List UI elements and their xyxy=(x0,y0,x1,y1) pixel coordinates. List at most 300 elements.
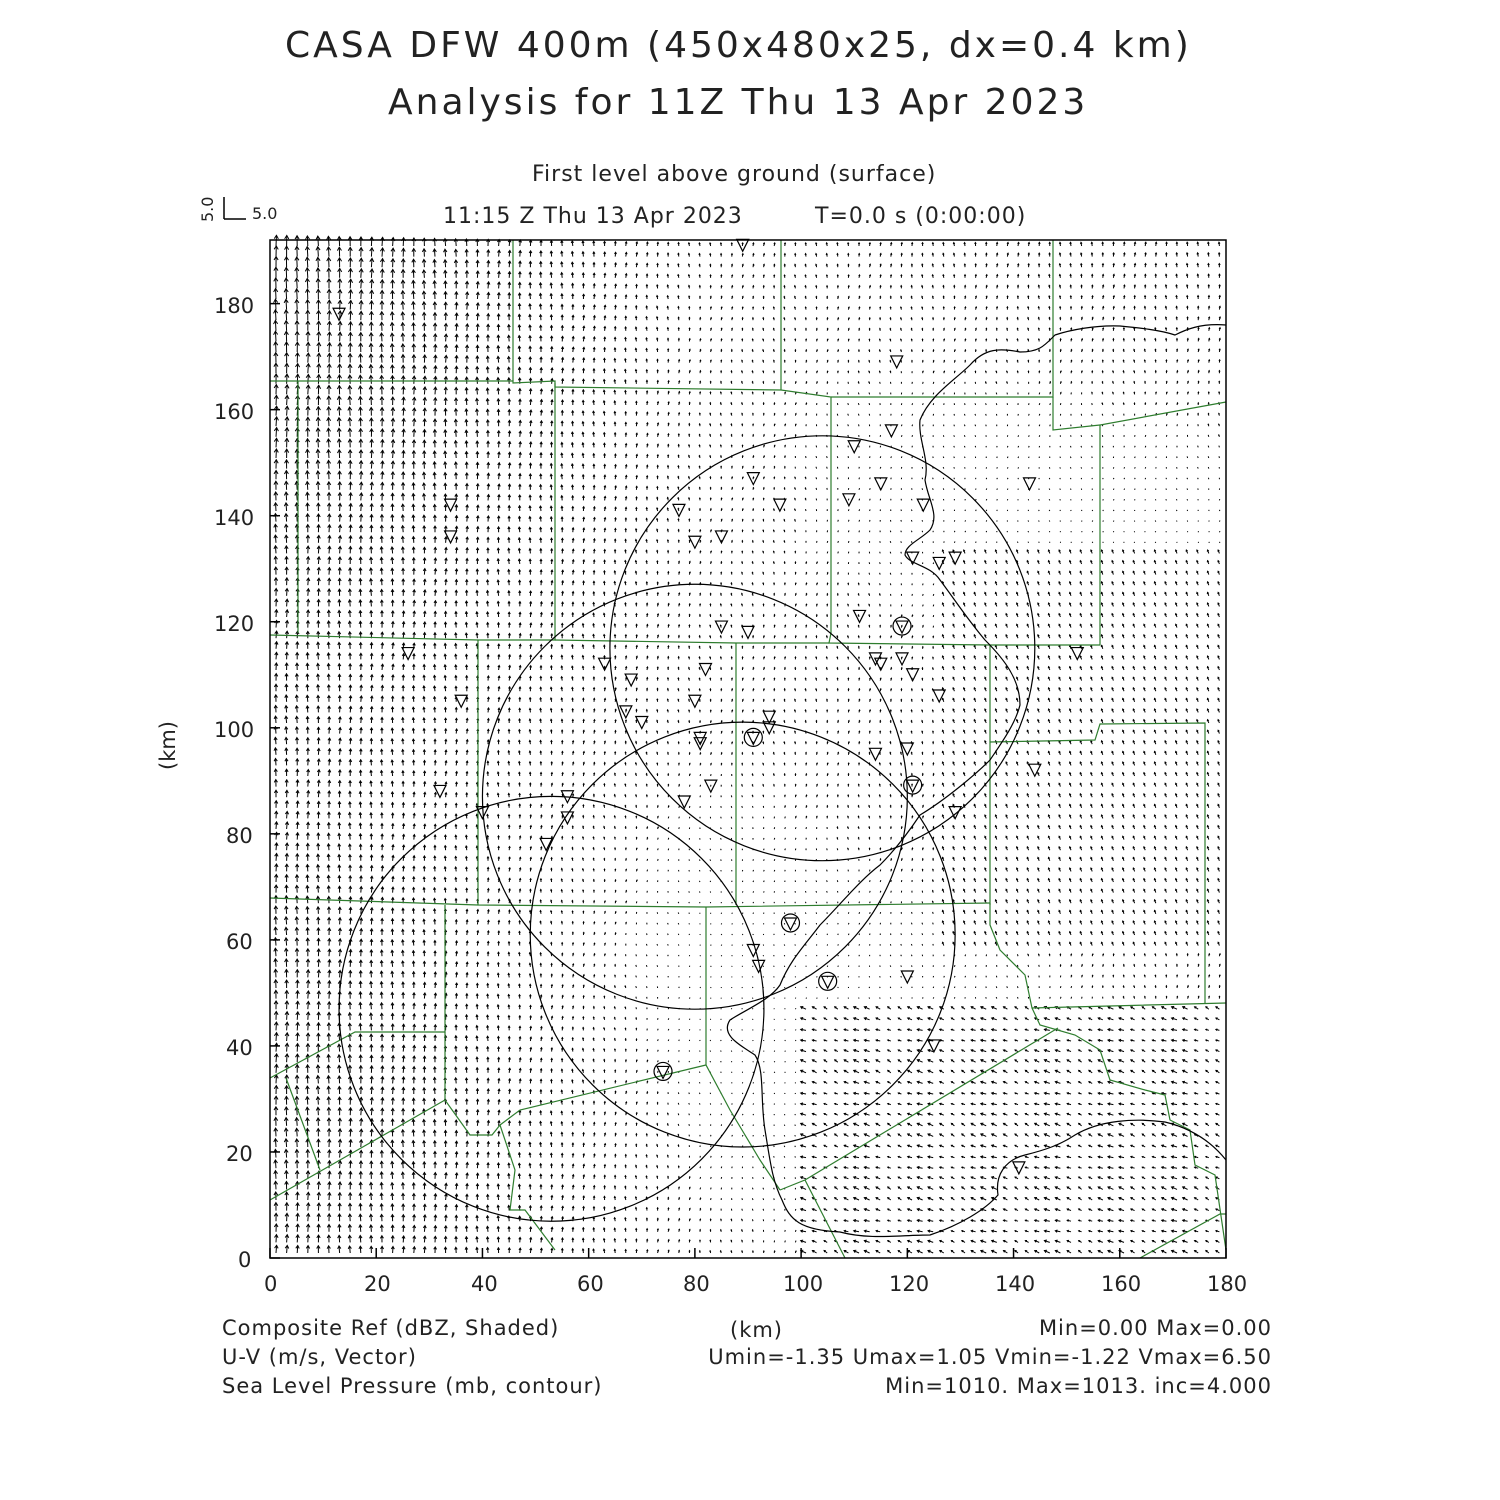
wind-vector xyxy=(752,998,753,999)
wind-vector-head xyxy=(1102,975,1103,976)
wind-vector-head xyxy=(614,1017,615,1018)
wind-vector-head xyxy=(647,1092,648,1093)
x-tick-label: 100 xyxy=(783,1272,823,1296)
wind-vector xyxy=(711,1188,712,1190)
wind-vector xyxy=(700,998,701,999)
wind-vector xyxy=(795,1125,796,1126)
wind-vector xyxy=(827,966,828,967)
wind-vector-head xyxy=(679,1219,680,1220)
wind-vector-head xyxy=(625,965,626,966)
wind-vector-head xyxy=(1155,975,1156,976)
wind-vector xyxy=(679,1018,680,1019)
wind-vector-head xyxy=(1102,986,1103,987)
wind-vector-head xyxy=(1219,975,1220,976)
wind-vector xyxy=(678,1113,679,1115)
wind-vector xyxy=(901,965,902,966)
wind-vector-head xyxy=(1082,975,1083,976)
wind-vector xyxy=(1028,965,1029,967)
wind-vector-head xyxy=(625,1049,626,1050)
wind-vector xyxy=(699,1082,700,1083)
wind-vector-head xyxy=(636,1018,637,1019)
wind-vector-head xyxy=(657,1218,658,1219)
wind-vector-head xyxy=(678,1250,679,1251)
wind-vector xyxy=(699,1072,700,1073)
x-tick-label: 60 xyxy=(577,1272,604,1296)
wind-vector xyxy=(764,1093,765,1094)
wind-vector-head xyxy=(1144,986,1145,987)
wind-vector xyxy=(817,998,818,999)
wind-vector xyxy=(774,976,775,977)
wind-vector xyxy=(752,1188,753,1190)
wind-vector-head xyxy=(731,1219,732,1220)
wind-vector-head xyxy=(647,1081,648,1082)
level-label: First level above ground (surface) xyxy=(532,162,936,187)
wind-vector-head xyxy=(667,1145,668,1146)
wind-vector xyxy=(785,1240,786,1242)
wind-vector-head xyxy=(1219,986,1220,987)
wind-vector xyxy=(700,987,701,988)
wind-vector xyxy=(742,1135,743,1136)
wind-vector-head xyxy=(625,1060,626,1061)
wind-vector-head xyxy=(1166,996,1167,997)
wind-vector xyxy=(996,997,997,999)
wind-vector xyxy=(774,1167,775,1168)
wind-vector xyxy=(700,1177,701,1179)
x-tick-label: 40 xyxy=(471,1272,498,1296)
wind-vector xyxy=(668,1039,669,1041)
wind-vector-head xyxy=(636,1113,637,1114)
wind-vector-head xyxy=(689,1177,690,1178)
wind-vector-head xyxy=(636,1071,637,1072)
wind-vector xyxy=(721,1040,722,1041)
wind-vector-head xyxy=(678,1145,679,1146)
wind-vector xyxy=(996,986,997,988)
wind-vector xyxy=(689,987,690,988)
wind-vector xyxy=(711,966,712,967)
wind-vector-head xyxy=(742,1230,743,1231)
y-tick-label: 40 xyxy=(226,1036,253,1060)
wind-vector-head xyxy=(1134,986,1135,987)
y-tick-label: 60 xyxy=(226,930,253,954)
x-tick-label: 180 xyxy=(1207,1272,1247,1296)
wind-vector-head xyxy=(710,1230,711,1231)
wind-vector xyxy=(944,976,945,977)
wind-vector-head xyxy=(700,1230,701,1231)
wind-vector-head xyxy=(1177,996,1178,997)
wind-vector-head xyxy=(742,1251,743,1252)
wind-vector-head xyxy=(636,1092,637,1093)
wind-vector-head xyxy=(689,1251,690,1252)
wind-vector-head xyxy=(604,964,605,965)
wind-vector xyxy=(679,997,680,998)
wind-vector xyxy=(880,987,881,988)
wind-vector xyxy=(742,1124,743,1125)
wind-vector xyxy=(731,1040,732,1041)
wind-vector xyxy=(721,1029,722,1030)
wind-vector xyxy=(636,986,637,988)
wind-vector-head xyxy=(731,1230,732,1231)
wind-vector xyxy=(784,1156,785,1157)
wind-vector xyxy=(774,1188,775,1190)
wind-vector xyxy=(742,1029,743,1030)
wind-vector-head xyxy=(1219,996,1220,997)
wind-vector xyxy=(700,1166,701,1168)
wind-vector-head xyxy=(604,1070,605,1071)
wind-vector-head xyxy=(1071,975,1072,976)
x-tick-label: 120 xyxy=(889,1272,929,1296)
wind-vector-head xyxy=(1123,986,1124,987)
wind-vector-head xyxy=(668,1208,669,1209)
wind-vector-head xyxy=(720,1240,721,1241)
wind-vector xyxy=(742,1103,743,1104)
wind-vector-head xyxy=(1198,975,1199,976)
wind-vector-head xyxy=(710,1209,711,1210)
wind-vector xyxy=(658,1050,659,1052)
wind-vector-head xyxy=(763,1251,764,1252)
wind-vector xyxy=(710,1082,711,1083)
wind-vector-head xyxy=(594,985,595,986)
wind-vector xyxy=(711,1156,712,1158)
wind-vector xyxy=(965,976,966,978)
wind-vector-head xyxy=(679,1229,680,1230)
wind-vector xyxy=(742,1209,743,1211)
wind-vector xyxy=(784,1135,785,1136)
wind-vector xyxy=(774,1061,775,1062)
wind-vector-head xyxy=(731,1251,732,1252)
wind-vector xyxy=(763,1177,764,1179)
wind-vector xyxy=(678,1103,679,1105)
wind-vector-head xyxy=(636,1123,637,1124)
wind-vector-head xyxy=(625,975,626,976)
wind-vector-head xyxy=(657,1134,658,1135)
wind-vector-head xyxy=(636,1049,637,1050)
wind-vector-head xyxy=(689,1208,690,1209)
wind-vector-head xyxy=(1155,986,1156,987)
wind-vector xyxy=(763,1198,764,1200)
wind-vector xyxy=(753,1093,754,1094)
wind-vector-head xyxy=(604,1007,605,1008)
wind-vector xyxy=(795,1146,796,1147)
x-tick-label: 0 xyxy=(264,1272,277,1296)
wind-vector xyxy=(1060,997,1061,999)
wind-vector-head xyxy=(657,1124,658,1125)
wind-vector-head xyxy=(700,1198,701,1199)
wind-vector-head xyxy=(626,1081,627,1082)
wind-vector xyxy=(753,1103,754,1104)
wind-vector xyxy=(944,987,945,988)
wind-vector-head xyxy=(604,1017,605,1018)
wind-vector-head xyxy=(742,1240,743,1241)
wind-vector-head xyxy=(679,1198,680,1199)
wind-vector xyxy=(742,1008,743,1009)
wind-vector xyxy=(890,965,891,966)
wind-vector xyxy=(784,1167,785,1168)
wind-vector xyxy=(869,997,870,998)
wind-vector xyxy=(774,966,775,967)
wind-vector xyxy=(636,965,637,967)
wind-vector-head xyxy=(657,1155,658,1156)
wind-vector xyxy=(658,1039,659,1041)
wind-vector xyxy=(742,1019,743,1020)
wind-vector-head xyxy=(1198,996,1199,997)
y-tick-label: 180 xyxy=(214,294,254,318)
wind-vector xyxy=(689,1114,690,1116)
wind-vector-head xyxy=(678,1134,679,1135)
wind-vector-head xyxy=(1113,975,1114,976)
y-tick-label: 80 xyxy=(226,824,253,848)
wind-vector-head xyxy=(636,1102,637,1103)
wind-vector-head xyxy=(699,1240,700,1241)
wind-vector-head xyxy=(594,964,595,965)
wind-vector xyxy=(774,1156,775,1157)
wind-vector xyxy=(658,1060,659,1062)
wind-vector-head xyxy=(604,1080,605,1081)
wind-vector xyxy=(784,1146,785,1147)
wind-vector xyxy=(731,1029,732,1030)
wind-vector xyxy=(752,1219,753,1221)
wind-vector-head xyxy=(647,1102,648,1103)
wind-vector xyxy=(795,1040,796,1041)
wind-vector-head xyxy=(1113,986,1114,987)
wind-vector-head xyxy=(721,1219,722,1220)
wind-vector-head xyxy=(636,1144,637,1145)
wind-vector xyxy=(933,997,934,998)
wind-vector xyxy=(1017,976,1018,978)
wind-vector-head xyxy=(667,1113,668,1114)
wind-vector xyxy=(721,1061,722,1062)
wind-vector-head xyxy=(679,1208,680,1209)
wind-vector-head xyxy=(667,1134,668,1135)
wind-vector-head xyxy=(625,1028,626,1029)
wind-vector-head xyxy=(1144,997,1145,998)
wind-vector-head xyxy=(679,1240,680,1241)
wind-vector-head xyxy=(636,1060,637,1061)
wind-vector xyxy=(732,1124,733,1125)
wind-vector xyxy=(827,998,828,999)
wind-vector xyxy=(753,1114,754,1115)
wind-vector-head xyxy=(614,1039,615,1040)
wind-vector xyxy=(668,1050,669,1052)
y-tick-label: 160 xyxy=(214,400,254,424)
wind-vector xyxy=(699,1093,700,1094)
wind-vector-head xyxy=(614,1049,615,1050)
wind-vector xyxy=(795,1008,796,1009)
wind-vector-head xyxy=(1123,997,1124,998)
wind-vector-head xyxy=(614,1007,615,1008)
wind-vector-head xyxy=(583,1006,584,1007)
wind-vector-head xyxy=(720,1230,721,1231)
wind-vector xyxy=(1007,997,1008,999)
wind-vector-head xyxy=(689,1240,690,1241)
wind-vector xyxy=(657,965,658,967)
x-tick-label: 140 xyxy=(995,1272,1035,1296)
wind-vector xyxy=(764,1072,765,1073)
y-tick-label: 120 xyxy=(214,612,254,636)
wind-vector xyxy=(795,1019,796,1020)
wind-vector-head xyxy=(667,1155,668,1156)
wind-vector-head xyxy=(699,1251,700,1252)
wind-vector xyxy=(711,1166,712,1168)
wind-vector xyxy=(689,1082,690,1083)
wind-vector-head xyxy=(710,1240,711,1241)
wind-vector xyxy=(752,976,753,977)
wind-vector xyxy=(838,966,839,967)
wind-vector xyxy=(1028,976,1029,978)
wind-vector-head xyxy=(752,1240,753,1241)
wind-vector-head xyxy=(668,1219,669,1220)
valid-time-label: 11:15 Z Thu 13 Apr 2023 xyxy=(443,204,743,229)
wind-vector xyxy=(795,1230,796,1232)
wind-vector xyxy=(774,1051,775,1052)
wind-vector-head xyxy=(647,1050,648,1051)
wind-vector xyxy=(689,998,690,999)
wind-vector-head xyxy=(625,1039,626,1040)
wind-vector xyxy=(646,965,647,967)
wind-vector-head xyxy=(657,1103,658,1104)
wind-vector-head xyxy=(625,1018,626,1019)
wind-vector xyxy=(752,1198,753,1200)
wind-vector xyxy=(785,1040,786,1041)
wind-vector xyxy=(795,1241,796,1243)
wind-vector-head xyxy=(657,1208,658,1209)
wind-vector xyxy=(742,1114,743,1115)
wind-vector xyxy=(679,1029,680,1030)
wind-vector-head xyxy=(678,1187,679,1188)
wind-vector-head xyxy=(678,1166,679,1167)
vector-scale-u: 5.0 xyxy=(252,204,277,223)
wind-vector xyxy=(795,1051,796,1052)
wind-vector-head xyxy=(657,1145,658,1146)
wind-vector-head xyxy=(657,1113,658,1114)
wind-vector xyxy=(668,1029,669,1031)
wind-vector-head xyxy=(615,975,616,976)
y-tick-label: 0 xyxy=(238,1248,251,1272)
wind-vector-head xyxy=(1092,975,1093,976)
wind-vector xyxy=(764,1103,765,1104)
wind-vector-head xyxy=(720,1251,721,1252)
wind-vector xyxy=(1007,976,1008,978)
y-tick-label: 140 xyxy=(214,506,254,530)
wind-vector-head xyxy=(1134,997,1135,998)
wind-vector xyxy=(806,998,807,999)
map-subtitle: Analysis for 11Z Thu 13 Apr 2023 xyxy=(388,82,1088,123)
wind-vector xyxy=(890,987,891,988)
wind-vector-head xyxy=(647,1060,648,1061)
wind-vector xyxy=(795,1114,796,1115)
wind-vector-head xyxy=(731,1240,732,1241)
wind-vector xyxy=(752,1209,753,1211)
y-tick-label: 100 xyxy=(214,718,254,742)
wind-vector-head xyxy=(1060,965,1061,966)
wind-vector xyxy=(785,1061,786,1062)
wind-vector-head xyxy=(1187,986,1188,987)
wind-vector-head xyxy=(615,1060,616,1061)
wind-vector xyxy=(1007,986,1008,988)
wind-vector-head xyxy=(625,1070,626,1071)
wind-vector xyxy=(732,1156,733,1158)
wind-vector-head xyxy=(700,1209,701,1210)
wind-vector-head xyxy=(647,1071,648,1072)
wind-vector-head xyxy=(614,996,615,997)
wind-vector xyxy=(711,1177,712,1179)
wind-vector xyxy=(901,976,902,977)
wind-vector-head xyxy=(1144,975,1145,976)
wind-vector xyxy=(1071,986,1072,988)
wind-vector xyxy=(1017,965,1018,967)
wind-vector-head xyxy=(636,1039,637,1040)
wind-vector-head xyxy=(689,1219,690,1220)
wind-vector xyxy=(689,1103,690,1105)
wind-vector-head xyxy=(614,1028,615,1029)
wind-vector xyxy=(689,976,690,977)
wind-vector-head xyxy=(593,1007,594,1008)
wind-vector-head xyxy=(1113,997,1114,998)
wind-vector xyxy=(699,1103,700,1104)
wind-vector-head xyxy=(1092,986,1093,987)
wind-vector xyxy=(817,976,818,977)
wind-vector-head xyxy=(646,1144,647,1145)
wind-vector xyxy=(1071,997,1072,999)
wind-vector-head xyxy=(710,1219,711,1220)
wind-vector xyxy=(785,1029,786,1030)
wind-vector xyxy=(965,965,966,967)
wind-vector xyxy=(954,965,955,967)
wind-vector-head xyxy=(752,1230,753,1231)
wind-vector-head xyxy=(752,1251,753,1252)
wind-vector-head xyxy=(657,1092,658,1093)
wind-vector xyxy=(890,976,891,977)
wind-vector-head xyxy=(795,1251,796,1252)
wind-vector-head xyxy=(657,1187,658,1188)
wind-vector-head xyxy=(1071,965,1072,966)
wind-vector-head xyxy=(625,1007,626,1008)
x-tick-label: 20 xyxy=(364,1272,391,1296)
x-tick-label: 80 xyxy=(683,1272,710,1296)
wind-vector xyxy=(785,1051,786,1052)
wind-vector-head xyxy=(1209,996,1210,997)
wind-vector xyxy=(795,1135,796,1136)
wind-vector-head xyxy=(636,1028,637,1029)
vector-scale-v: 5.0 xyxy=(198,197,217,222)
wind-vector-head xyxy=(689,1229,690,1230)
wind-vector xyxy=(646,976,647,978)
wind-vector xyxy=(742,998,743,999)
wind-vector xyxy=(880,997,881,998)
x-tick-label: 160 xyxy=(1101,1272,1141,1296)
wind-vector-head xyxy=(678,1156,679,1157)
wind-vector xyxy=(774,1082,775,1083)
wind-vector-head xyxy=(657,1197,658,1198)
wind-vector-head xyxy=(667,1124,668,1125)
wind-vector-head xyxy=(678,1177,679,1178)
wind-vector xyxy=(658,1029,659,1031)
wind-vector xyxy=(763,1188,764,1190)
wind-vector-head xyxy=(657,1176,658,1177)
wind-vector-head xyxy=(1166,975,1167,976)
wind-vector xyxy=(721,1167,722,1169)
wind-vector-head xyxy=(583,996,584,997)
wind-vector-head xyxy=(1081,986,1082,987)
wind-vector xyxy=(764,1082,765,1083)
wind-vector xyxy=(1017,986,1018,988)
wind-vector xyxy=(954,976,955,978)
wind-vector-head xyxy=(667,1166,668,1167)
wind-vector xyxy=(774,1072,775,1073)
wind-vector-head xyxy=(1209,986,1210,987)
wind-vector xyxy=(753,1082,754,1083)
wind-vector-head xyxy=(657,1166,658,1167)
wind-vector-head xyxy=(1187,996,1188,997)
